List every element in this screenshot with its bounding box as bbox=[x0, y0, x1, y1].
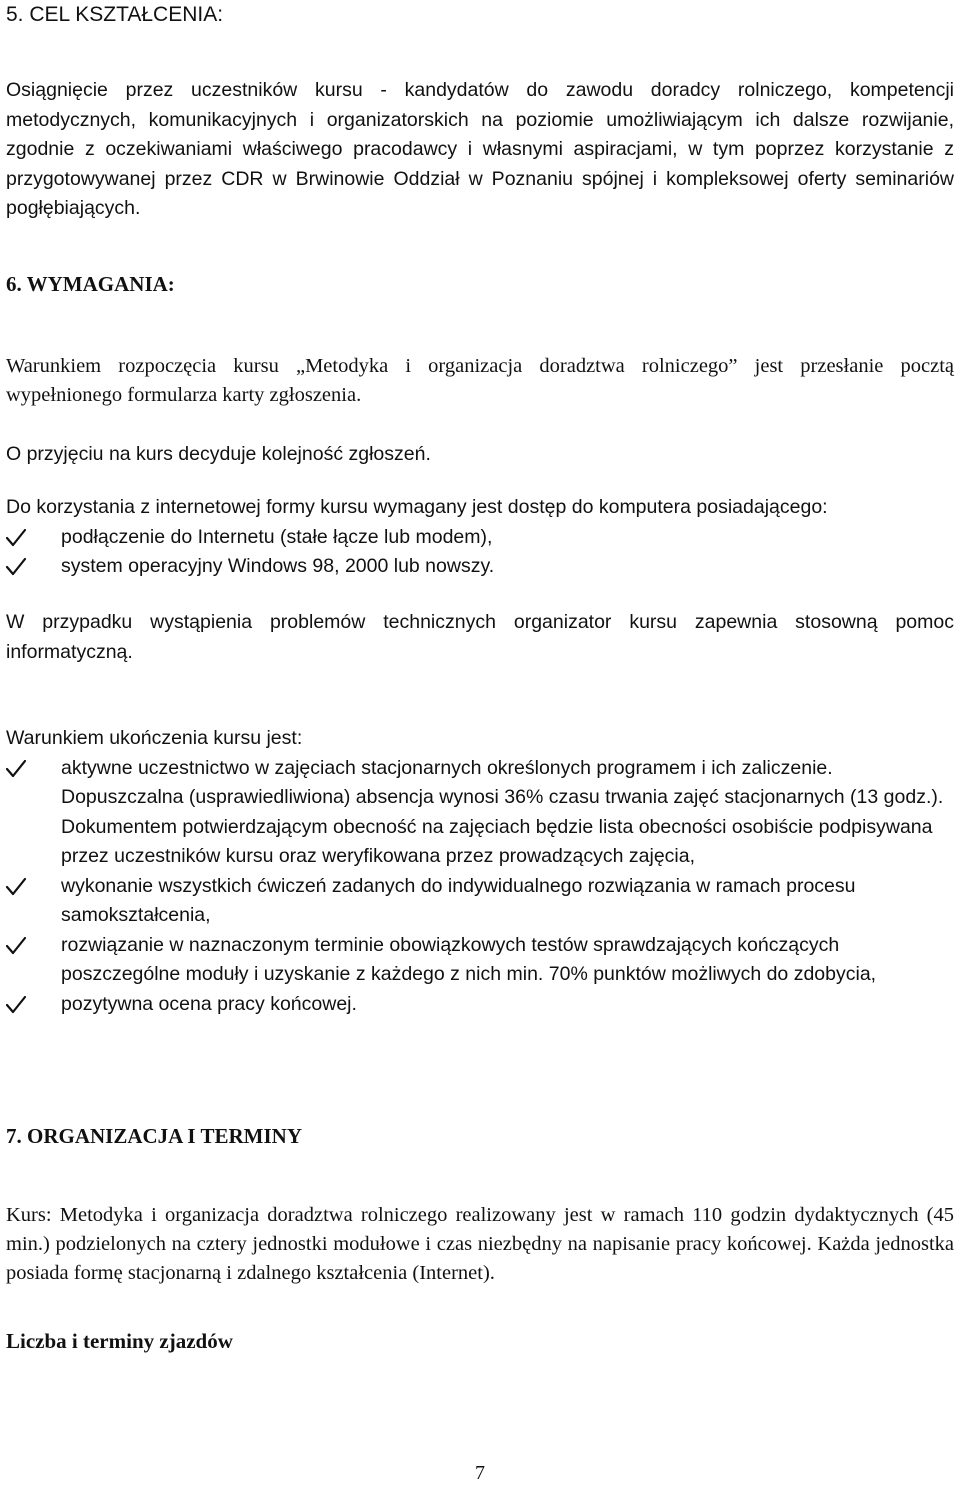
list-item bbox=[6, 552, 954, 582]
list-item bbox=[6, 754, 954, 872]
list-item-text: pozytywna ocena pracy końcowej. bbox=[61, 992, 357, 1015]
list-item-text: system operacyjny Windows 98, 2000 lub nowszy. bbox=[61, 555, 495, 577]
section-7-heading: 7. ORGANIZACJA I TERMINY bbox=[6, 1124, 302, 1148]
list-item-text: podłączenie do Internetu (stałe łącze lub modem), bbox=[61, 525, 493, 548]
list-item bbox=[6, 931, 954, 990]
check-icon bbox=[6, 990, 28, 1019]
check-icon bbox=[6, 931, 28, 960]
completion-requirements bbox=[6, 724, 954, 1019]
page-number: 7 bbox=[475, 1462, 485, 1484]
list-item-text: aktywne uczestnictwo w zajęciach stacjonarnych określonych programem i ich zaliczenie. Dopuszczalna (usprawiedliwiona) absencja wynosi 36% czasu trwania zajęć stacjonarnych (13 godz.). Dokumentem potwierdzającym obecność na zajęciach będzie lista obecności osobiście podpisywana przez uczestników kursu oraz weryfikowana przez prowadzących zajęcia, bbox=[61, 756, 944, 867]
section-6-heading: 6. WYMAGANIA: bbox=[6, 272, 175, 296]
list-item bbox=[6, 872, 954, 931]
list-item-text: wykonanie wszystkich ćwiczeń zadanych do indywidualnego rozwiązania w ramach procesu samokształcenia, bbox=[61, 874, 856, 926]
list-item-text: rozwiązanie w naznaczonym terminie obowiązkowych testów sprawdzających kończących poszczególne moduły i uzyskanie z każdego z nich min. 70% punktów możliwych do zdobycia, bbox=[61, 933, 877, 985]
computer-requirements-intro: Do korzystania z internetowej formy kursu wymagany jest dostęp do komputera posiadającego: bbox=[6, 496, 828, 518]
section-5-paragraph: Osiągnięcie przez uczestników kursu - kandydatów do zawodu doradcy rolniczego, kompetencji metodycznych, komunikacyjnych i organizatorskich na poziomie umożliwiającym ich dalsze rozwijanie, zgodnie z oczekiwaniami właściwego pracodawcy i własnymi aspiracjami, w tym poprzez korzystanie z przygotowywanej przez CDR w Brwinowie Oddział w Poznaniu spójnej i kompleksowej oferty seminariów pogłębiających. bbox=[6, 79, 954, 219]
requirement-paragraph: Warunkiem rozpoczęcia kursu „Metodyka i organizacja doradztwa rolniczego” jest przesłanie pocztą wypełnionego formularza karty zgłoszenia. bbox=[6, 355, 954, 406]
section-5-heading: 5. CEL KSZTAŁCENIA: bbox=[6, 3, 224, 26]
meetings-subheading: Liczba i terminy zjazdów bbox=[6, 1329, 233, 1353]
technical-help-paragraph: W przypadku wystąpienia problemów technicznych organizator kursu zapewnia stosowną pomoc informatyczną. bbox=[6, 611, 954, 663]
computer-requirements-list bbox=[6, 523, 954, 582]
check-icon bbox=[6, 754, 28, 783]
completion-requirements-list bbox=[6, 754, 954, 1020]
check-icon bbox=[6, 523, 28, 552]
completion-requirements-intro: Warunkiem ukończenia kursu jest: bbox=[6, 727, 303, 749]
check-icon bbox=[6, 872, 28, 901]
list-item bbox=[6, 523, 954, 553]
list-item bbox=[6, 990, 954, 1020]
section-7-paragraph: Kurs: Metodyka i organizacja doradztwa rolniczego realizowany jest w ramach 110 godzin dydaktycznych (45 min.) podzielonych na cztery jednostki modułowe i czas niezbędny na napisanie pracy końcowej. Każda jednostka posiada formę stacjonarną i zdalnego kształcenia (Internet). bbox=[6, 1204, 954, 1284]
check-icon bbox=[6, 552, 28, 581]
computer-requirements bbox=[6, 493, 954, 582]
admission-paragraph: O przyjęciu na kurs decyduje kolejność zgłoszeń. bbox=[6, 443, 431, 465]
